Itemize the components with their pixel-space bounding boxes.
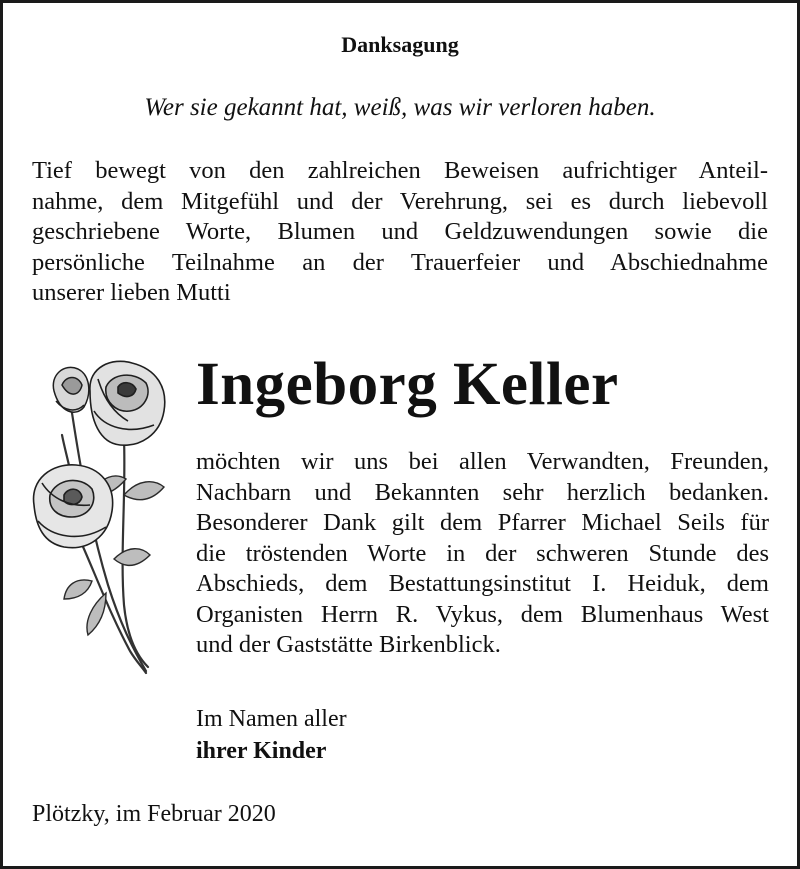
rose-large — [90, 361, 165, 445]
rose-lower — [34, 465, 113, 548]
roses-illustration — [28, 355, 183, 677]
thanks-line: möchten wir uns bei allen Verwandten, Freunden, — [196, 448, 769, 475]
intro-line: Tief bewegt von den zahlreichen Beweisen aufrichtiger Anteil- — [32, 157, 768, 184]
signature-block — [196, 703, 347, 767]
intro-line: unserer lieben Mutti — [32, 279, 231, 306]
thanks-line: Besonderer Dank gilt dem Pfarrer Michael Seils für — [196, 509, 769, 536]
intro-paragraph — [32, 156, 768, 309]
signature-prefix: Im Namen aller — [196, 706, 347, 732]
motto-quote: Wer sie gekannt hat, weiß, was wir verloren haben. — [144, 94, 656, 121]
deceased-name: Ingeborg Keller — [196, 351, 619, 418]
thanks-line: Nachbarn und Bekannten sehr herzlich bedanken. — [196, 478, 769, 506]
thanks-line: Abschieds, dem Bestattungsinstitut I. Heiduk, dem — [196, 570, 769, 597]
rose-bud — [53, 367, 88, 412]
intro-line: persönliche Teilnahme an der Trauerfeier und Abschiednahme — [32, 248, 768, 276]
notice-heading: Danksagung — [341, 32, 459, 57]
thanks-line: die tröstenden Worte in der schweren Stunde des — [196, 539, 769, 567]
intro-line: geschriebene Worte, Blumen und Geldzuwendungen sowie die — [32, 218, 768, 245]
thanks-line: und der Gaststätte Birkenblick. — [196, 631, 501, 658]
place-date: Plötzky, im Februar 2020 — [32, 801, 276, 827]
thanks-line: Organisten Herrn R. Vykus, dem Blumenhaus West — [196, 600, 769, 628]
signature-family: ihrer Kinder — [196, 738, 327, 764]
intro-line: nahme, dem Mitgefühl und der Verehrung, sei es durch liebevoll — [32, 187, 768, 215]
thanks-paragraph — [196, 447, 769, 661]
